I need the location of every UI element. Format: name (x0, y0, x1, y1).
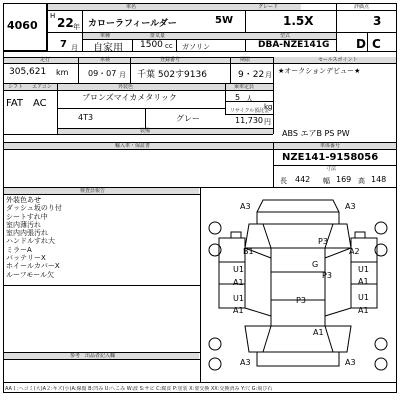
era-letter: H (50, 12, 56, 20)
aircon-caption: エアコン (32, 84, 52, 90)
grade: 1.5X (283, 14, 314, 28)
exterior-color: ブロンズマイカメタリック (82, 93, 177, 102)
damage-legend: AA１:ヘコミ(大)A２:キズ(小)A:線傷 B:凹み U:へこみ W:波 S:サビ C:腐食 P:塗装 X:要交換 XX:交換済み Y:穴 G:飛び石 (5, 386, 273, 392)
capacity-caption: 乗車定員 (234, 84, 255, 90)
mileage-caption: 走行 (40, 57, 51, 63)
plate-number: 千葉 502す9136 (137, 70, 207, 80)
grade-caption: グレード (258, 4, 279, 10)
chassis-number: NZE141-9158056 (282, 152, 379, 163)
shaken-end-caption: 期限 (240, 57, 251, 63)
inspector-notes (6, 196, 196, 279)
damage-code: P3 (318, 237, 328, 246)
weight-unit: kg (264, 103, 273, 111)
shaken-caption: 車検 (100, 57, 111, 63)
damage-code: A1 (358, 277, 369, 286)
seller-notes-caption: 参考 出品者記入欄 (70, 353, 116, 359)
damage-code: A1 (313, 328, 324, 337)
height-label: 高 (358, 177, 365, 185)
color-caption: 外装色 (118, 84, 134, 90)
note-line: ダッシュ坂のり付 (6, 204, 62, 213)
damage-code: P3 (322, 271, 332, 280)
lot-number: 4060 (7, 19, 38, 32)
model-year: 22 (57, 16, 74, 30)
length-label: 長 (280, 177, 287, 185)
capacity-unit: 人 (246, 95, 253, 103)
note-line: ホイールカバーX (6, 262, 60, 271)
damage-code: A3 (240, 202, 251, 211)
damage-code: U1 (358, 293, 369, 302)
damage-code: G (312, 260, 319, 269)
note-line: ハンドルすれ大 (6, 237, 55, 246)
category: 自家用 (93, 43, 123, 54)
model-code: DBA-NZE141G (258, 40, 330, 50)
interior-grade: D (356, 37, 366, 51)
interior-color: グレー (176, 114, 200, 123)
damage-code: P3 (296, 296, 306, 305)
exterior-grade: C (372, 37, 381, 51)
color-code: 4T3 (78, 113, 94, 122)
recycle-fee: 11,730 (235, 116, 263, 125)
shaken-date: 09・07 (88, 69, 117, 78)
note-line: ルーフモール欠 (6, 270, 54, 279)
height-value: 148 (371, 175, 387, 184)
note-line: 外装色あせ (6, 196, 41, 204)
shaken-end: 9・22 (238, 70, 265, 80)
damage-code: A2 (349, 247, 360, 256)
mileage-unit: km (56, 68, 69, 77)
options: ABS エアB PS PW (282, 129, 350, 138)
score-caption: 評価点 (354, 4, 370, 10)
note-line: 室内内張汚れ (6, 229, 48, 238)
width-value: 169 (336, 175, 352, 184)
damage-code: A3 (345, 358, 356, 367)
damage-code: U1 (233, 294, 244, 303)
shaken-end-unit: 月 (265, 71, 272, 79)
recycle-unit: 円 (264, 118, 271, 126)
mission: FAT (6, 98, 24, 109)
fuel: ガソリン (182, 43, 210, 51)
damage-code: A3 (345, 202, 356, 211)
sales-point-caption: セールスポイント (318, 57, 358, 63)
notes-caption: 検査員報告 (80, 188, 106, 194)
category-caption: 車種 (100, 33, 111, 39)
note-line: シートすれ中 (6, 212, 48, 221)
doors: 5W (215, 15, 233, 26)
model-caption: 型式 (280, 33, 291, 39)
displacement: 1500 (140, 40, 163, 50)
chassis-caption: 車体番号 (320, 143, 341, 149)
note-line: 室内薄汚れ (6, 220, 41, 229)
damage-code: A1 (358, 306, 369, 315)
damage-code: U1 (233, 265, 244, 274)
recycle-caption: リサイクル預託金 (230, 108, 270, 114)
model-month: 7 (60, 39, 67, 50)
month-unit: 月 (71, 44, 78, 52)
year-unit: 年 (73, 23, 80, 31)
size-caption: 寸法 (326, 166, 337, 172)
options-caption: 装備 (140, 128, 151, 134)
sales-point: ★オークションデビュー★ (278, 67, 361, 75)
shaken-unit: 月 (119, 71, 126, 79)
damage-code: U1 (358, 265, 369, 274)
note-line: バッテリーX (6, 254, 46, 263)
length-value: 442 (295, 175, 311, 184)
damage-code: B1 (243, 247, 254, 256)
mission-caption: シフト (8, 84, 24, 90)
cc-unit: cc (165, 42, 173, 50)
damage-code: A1 (233, 306, 244, 315)
width-label: 幅 (323, 177, 330, 185)
car-name: カローラフィールダー (88, 19, 177, 29)
mileage: 305,621 (9, 67, 47, 77)
car-name-caption: 車名 (126, 4, 137, 10)
damage-code: A3 (240, 358, 251, 367)
plate-caption: 登録番号 (160, 57, 181, 63)
note-line: ミラーA (6, 245, 32, 254)
aircon: AC (33, 98, 47, 109)
owner-caption: 輸入車・保証書 (115, 143, 151, 149)
damage-code: A1 (233, 278, 244, 287)
score: 3 (373, 14, 382, 28)
displacement-caption: 排気量 (150, 33, 166, 39)
capacity: 5 (235, 93, 241, 102)
